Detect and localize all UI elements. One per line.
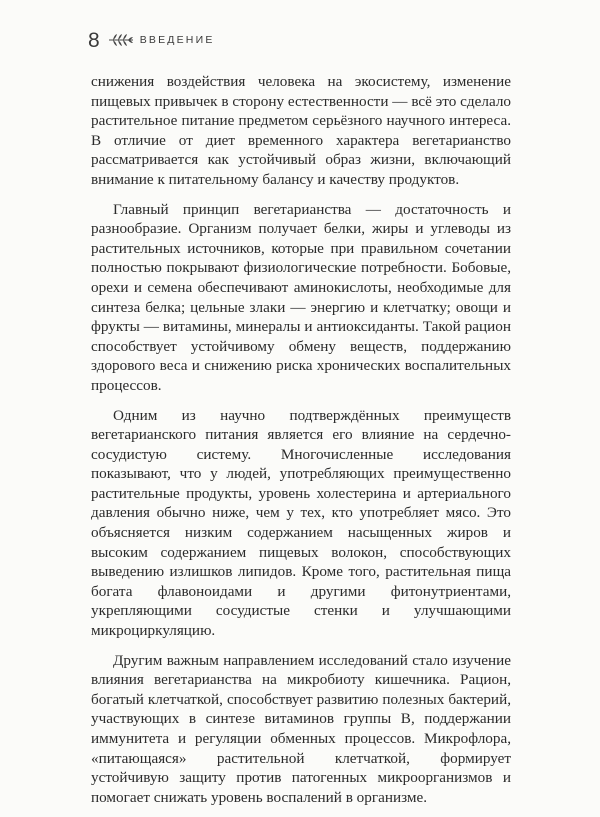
paragraph: Другим важным направлением исследований стало изучение влияния вегетарианства на микробиоту кишечника. Рацион, богатый клетчаткой, способствует развитию полезных бактерий, участвующих в синтезе витаминов группы B, поддержании иммунитета и регуляции обменных процессов. Микрофлора, «питающаяся» растительной клетчаткой, формирует устойчивую защиту против патогенных микроорганизмов и помогает снижать уровень воспалений в организме. bbox=[91, 651, 511, 806]
running-header bbox=[88, 26, 215, 54]
body-text bbox=[91, 72, 511, 817]
paragraph: снижения воздействия человека на экосистему, изменение пищевых привычек в сторону естественности — всё это сделало растительное питание предметом серьёзного научного интереса. В отличие от диет временного характера вегетарианство рассматривается как устойчивый образ жизни, включающий внимание к питательному балансу и качеству продуктов. bbox=[91, 73, 511, 188]
paragraph: Одним из научно подтверждённых преимуществ вегетарианского питания является его влияние на сердечно-сосудистую систему. Многочисленные исследования показывают, что у людей, употребляющих преимущественно растительные продукты, уровень холестерина и артериального давления обычно ниже, чем у тех, кто употребляет мясо. Это объясняется низким содержанием насыщенных жиров и высоким содержанием пищевых волокон, способствующих выведению излишков липидов. Кроме того, растительная пища богата флавоноидами и другими фитонутриентами, укрепляющими сосудистые стенки и улучшающими микроциркуляцию. bbox=[91, 406, 511, 640]
page-number: 8 bbox=[88, 28, 100, 52]
leaf-sprig-icon bbox=[108, 33, 134, 47]
paragraph: Главный принцип вегетарианства — достаточность и разнообразие. Организм получает белки, жиры и углеводы из растительных источников, которые при правильном сочетании полностью покрывают физиологические потребности. Бобовые, орехи и семена обеспечивают аминокислоты, необходимые для синтеза белка; цельные злаки — энергию и клетчатку; овощи и фрукты — витамины, минералы и антиоксиданты. Такой рацион способствует устойчивому обмену веществ, поддержанию здорового веса и снижению риска хронических воспалительных процессов. bbox=[91, 200, 511, 394]
section-title: ВВЕДЕНИЕ bbox=[139, 34, 215, 46]
